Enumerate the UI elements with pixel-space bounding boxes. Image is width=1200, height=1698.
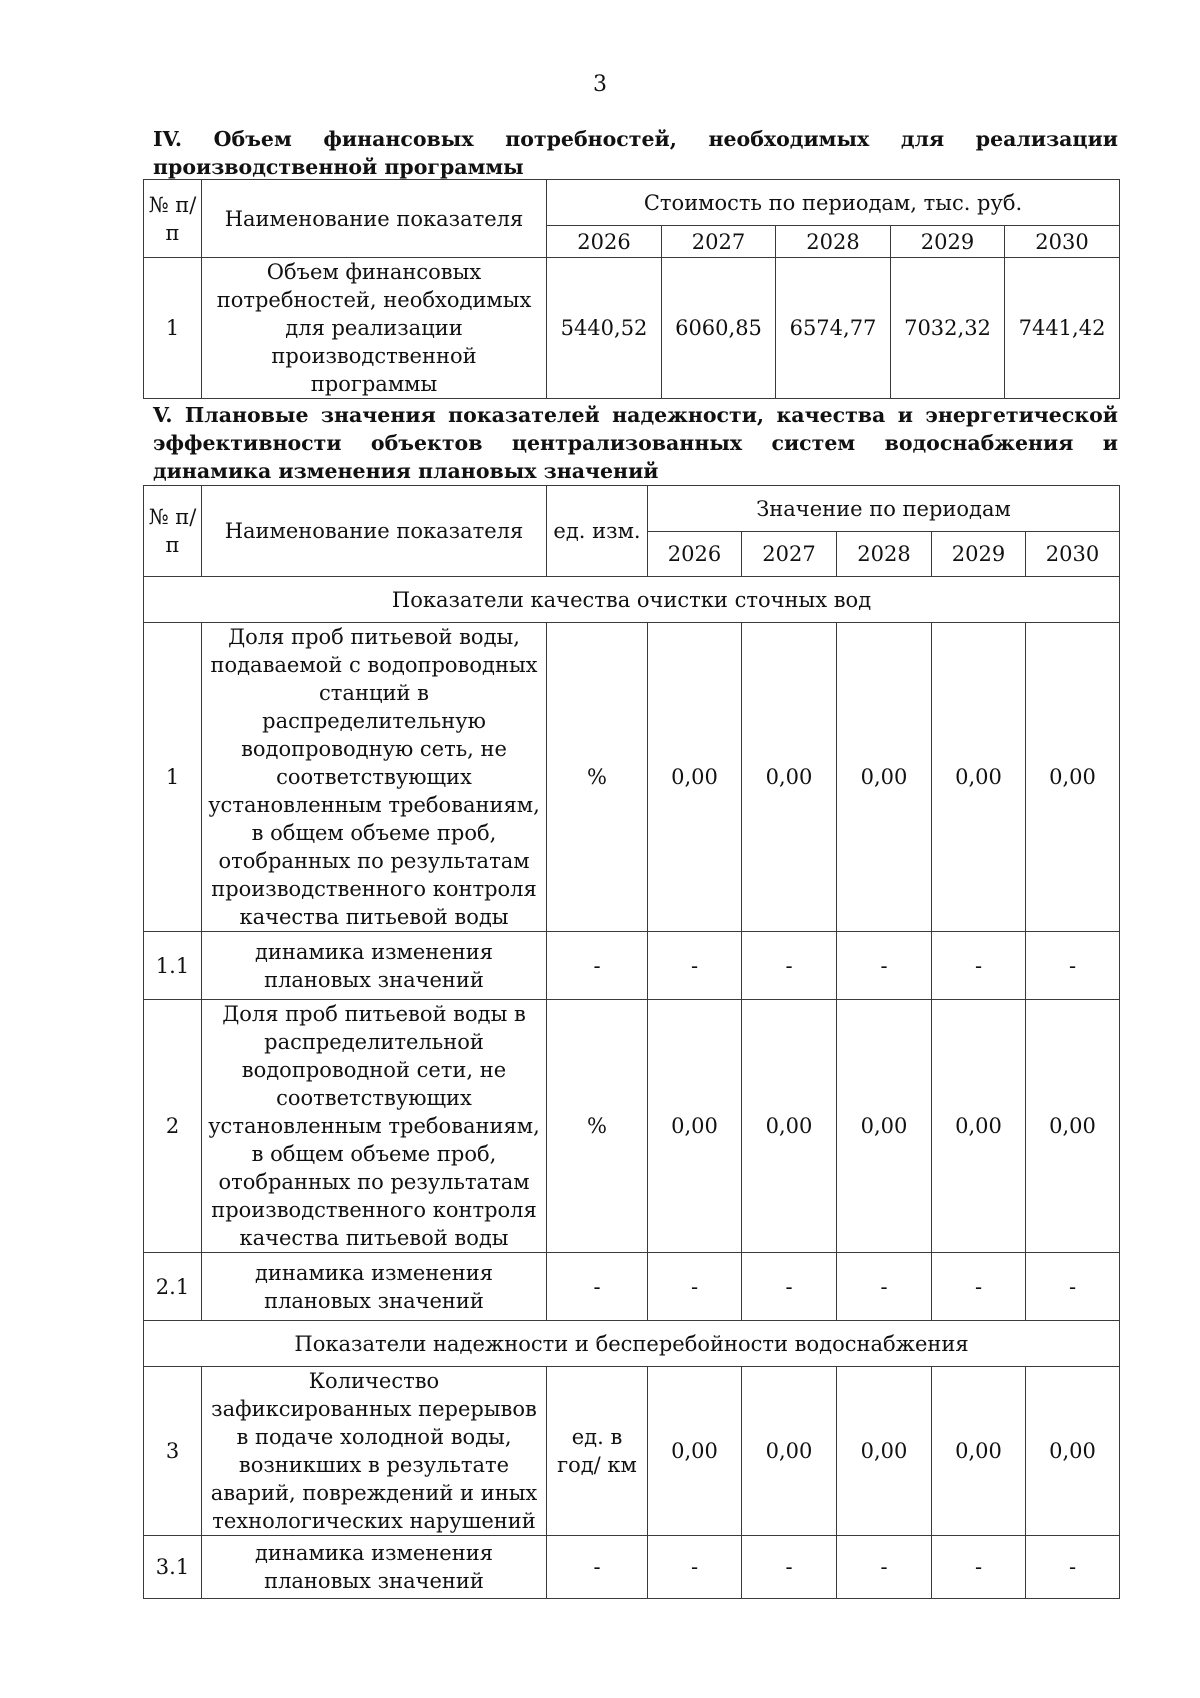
row-value: 0,00 — [932, 623, 1026, 932]
row-value: 0,00 — [932, 1367, 1026, 1536]
row-num: 1 — [144, 623, 202, 932]
row-value: 0,00 — [1026, 1000, 1120, 1253]
table-row — [144, 1367, 1120, 1536]
row-value: - — [1026, 932, 1120, 1000]
row-value: - — [932, 932, 1026, 1000]
row-value: - — [648, 1253, 742, 1321]
row-name: динамика изменения плановых значений — [202, 1536, 547, 1599]
table-row — [144, 623, 1120, 932]
row-num: 1 — [144, 258, 202, 399]
row-value: - — [837, 1536, 932, 1599]
table-row — [144, 1000, 1120, 1253]
header-name: Наименование показателя — [202, 486, 547, 577]
row-value: 0,00 — [1026, 623, 1120, 932]
row-name: Доля проб питьевой воды, подаваемой с водопроводных станций в распределительную водопроводную сеть, не соответствующих установленным требованиям, в общем объеме проб, отобранных по результатам производственного контроля качества питьевой воды — [202, 623, 547, 932]
section-5-heading: V. Плановые значения показателей надежности, качества и энергетической эффективности объектов централизованных систем водоснабжения и динамика изменения плановых значений — [153, 403, 1118, 483]
indicators-table — [143, 485, 1120, 1599]
row-value: 6574,77 — [776, 258, 891, 399]
header-year: 2028 — [776, 226, 891, 258]
header-year: 2028 — [837, 532, 932, 577]
row-value: 0,00 — [932, 1000, 1026, 1253]
row-num: 3.1 — [144, 1536, 202, 1599]
row-value: 5440,52 — [547, 258, 662, 399]
row-name: Доля проб питьевой воды в распределительной водопроводной сети, не соответствующих установленным требованиям, в общем объеме проб, отобранных по результатам производственного контроля качества питьевой воды — [202, 1000, 547, 1253]
row-value: - — [932, 1536, 1026, 1599]
row-value: - — [932, 1253, 1026, 1321]
row-num: 1.1 — [144, 932, 202, 1000]
row-value: 0,00 — [648, 1367, 742, 1536]
table-header-row — [144, 180, 1120, 226]
group-title: Показатели надежности и бесперебойности водоснабжения — [144, 1321, 1120, 1367]
row-unit: ед. в год/ км — [547, 1367, 648, 1536]
row-name: Объем финансовых потребностей, необходимых для реализации производственной программы — [202, 258, 547, 399]
header-cost: Стоимость по периодам, тыс. руб. — [547, 180, 1120, 226]
row-value: 0,00 — [648, 1000, 742, 1253]
header-unit: ед. изм. — [547, 486, 648, 577]
row-value: 7032,32 — [891, 258, 1005, 399]
header-year: 2027 — [662, 226, 776, 258]
header-year: 2030 — [1026, 532, 1120, 577]
row-num: 3 — [144, 1367, 202, 1536]
table-row — [144, 1536, 1120, 1599]
table-row — [144, 932, 1120, 1000]
row-value: 0,00 — [742, 1000, 837, 1253]
row-value: 7441,42 — [1005, 258, 1120, 399]
row-value: 0,00 — [648, 623, 742, 932]
header-year: 2030 — [1005, 226, 1120, 258]
header-year: 2026 — [547, 226, 662, 258]
header-year: 2026 — [648, 532, 742, 577]
row-value: 0,00 — [742, 1367, 837, 1536]
row-value: 6060,85 — [662, 258, 776, 399]
section-row — [144, 577, 1120, 623]
row-value: - — [1026, 1536, 1120, 1599]
row-value: - — [837, 1253, 932, 1321]
row-value: 0,00 — [742, 623, 837, 932]
row-value: - — [648, 1536, 742, 1599]
row-name: динамика изменения плановых значений — [202, 1253, 547, 1321]
row-unit: - — [547, 1253, 648, 1321]
header-year: 2029 — [891, 226, 1005, 258]
row-value: - — [837, 932, 932, 1000]
table-header-row — [144, 486, 1120, 532]
row-name: Количество зафиксированных перерывов в подаче холодной воды, возникших в результате аварий, повреждений и иных технологических нарушений — [202, 1367, 547, 1536]
row-value: - — [742, 932, 837, 1000]
row-value: 0,00 — [837, 1000, 932, 1253]
row-value: - — [742, 1253, 837, 1321]
header-num: № п/п — [144, 486, 202, 577]
row-unit: % — [547, 1000, 648, 1253]
table-row — [144, 258, 1120, 399]
header-year: 2029 — [932, 532, 1026, 577]
row-unit: - — [547, 932, 648, 1000]
group-title: Показатели качества очистки сточных вод — [144, 577, 1120, 623]
row-value: - — [1026, 1253, 1120, 1321]
row-value: 0,00 — [1026, 1367, 1120, 1536]
table-row — [144, 1253, 1120, 1321]
header-value: Значение по периодам — [648, 486, 1120, 532]
header-num: № п/п — [144, 180, 202, 258]
row-unit: % — [547, 623, 648, 932]
row-value: 0,00 — [837, 1367, 932, 1536]
section-4-heading: IV. Объем финансовых потребностей, необходимых для реализации производственной программы — [153, 127, 1118, 179]
row-value: 0,00 — [837, 623, 932, 932]
page-number: 3 — [593, 72, 607, 97]
header-name: Наименование показателя — [202, 180, 547, 258]
row-unit: - — [547, 1536, 648, 1599]
header-year: 2027 — [742, 532, 837, 577]
row-value: - — [742, 1536, 837, 1599]
row-num: 2.1 — [144, 1253, 202, 1321]
row-value: - — [648, 932, 742, 1000]
row-num: 2 — [144, 1000, 202, 1253]
section-row — [144, 1321, 1120, 1367]
financial-needs-table — [143, 179, 1120, 399]
row-name: динамика изменения плановых значений — [202, 932, 547, 1000]
